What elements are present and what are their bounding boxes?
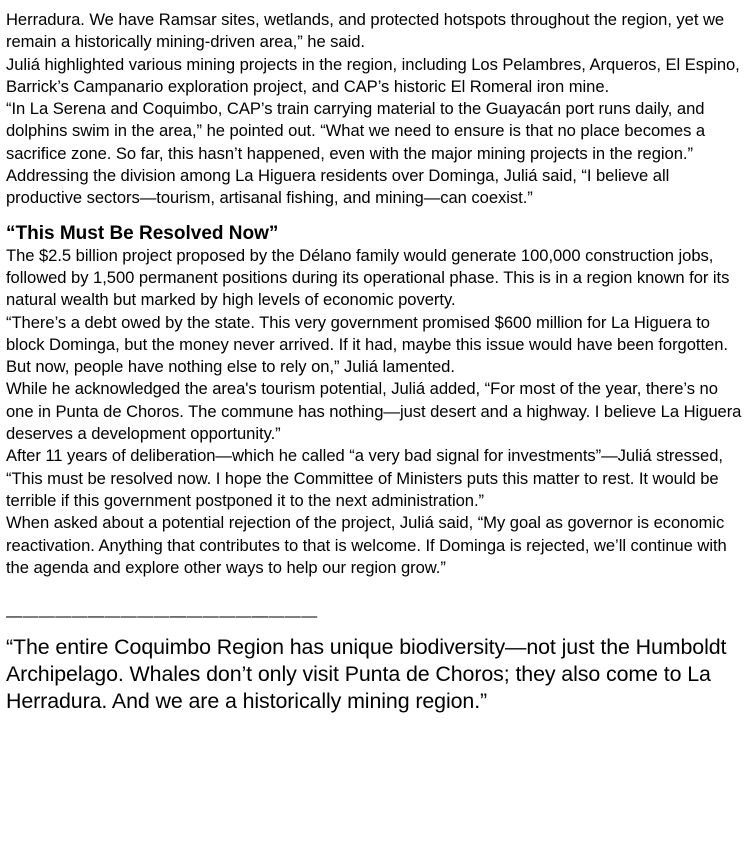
article-paragraph: Juliá highlighted various mining projects in the region, including Los Pelambres, Arqueros, El Espino, Barrick’s Campanario exploration project, and CAP’s historic El Romeral iron mine. xyxy=(6,54,740,96)
article-paragraph: “In La Serena and Coquimbo, CAP’s train carrying material to the Guayacán port runs daily, and dolphins swim in the area,” he pointed out. “What we need to ensure is that no place becomes a sacrifice zone. So far, this hasn’t happened, even with the major mining projects in the region.” xyxy=(6,99,706,163)
article-paragraph: Addressing the division among La Higuera residents over Dominga, Juliá said, “I believe all productive sectors—tourism, artisanal fishing, and mining—can coexist.” xyxy=(6,166,670,208)
article-body xyxy=(6,9,746,715)
dash-divider: ——————————————————— xyxy=(6,608,318,626)
pull-quote: “The entire Coquimbo Region has unique biodiversity—not just the Humboldt Archipelago. Whales don’t only visit Punta de Choros; they also come to La Herradura. And we are a historically mining region.” xyxy=(6,635,727,714)
article-paragraph: While he acknowledged the area's tourism potential, Juliá added, “For most of the year, there’s no one in Punta de Choros. The commune has nothing—just desert and a highway. I believe La Higuera deserves a development opportunity.” xyxy=(6,379,742,444)
article-paragraph: Herradura. We have Ramsar sites, wetlands, and protected hotspots throughout the region, yet we remain a historically mining-driven area,” he said. xyxy=(6,10,725,52)
article-paragraph: When asked about a potential rejection of the project, Juliá said, “My goal as governor is economic reactivation. Anything that contributes to that is welcome. If Dominga is rejected, we’ll continue with the agenda and explore other ways to help our region grow.” xyxy=(6,513,727,577)
article-paragraph: The $2.5 billion project proposed by the Délano family would generate 100,000 construction jobs, followed by 1,500 permanent positions during its operational phase. This is in a region known for its natural wealth but marked by high levels of economic poverty. xyxy=(6,245,730,310)
section-heading: “This Must Be Resolved Now” xyxy=(6,222,279,244)
article-paragraph: “There’s a debt owed by the state. This very government promised $600 million for La Higuera to block Dominga, but the money never arrived. If it had, maybe this issue would have been forgotten. But now, people have nothing else to rely on,” Juliá lamented. xyxy=(6,312,728,377)
article-paragraph: After 11 years of deliberation—which he called “a very bad signal for investments”—Juliá stressed, “This must be resolved now. I hope the Committee of Ministers puts this matter to rest. It would be terrible if this government postponed it to the next administration.” xyxy=(6,446,723,510)
section-spacer xyxy=(6,210,746,223)
